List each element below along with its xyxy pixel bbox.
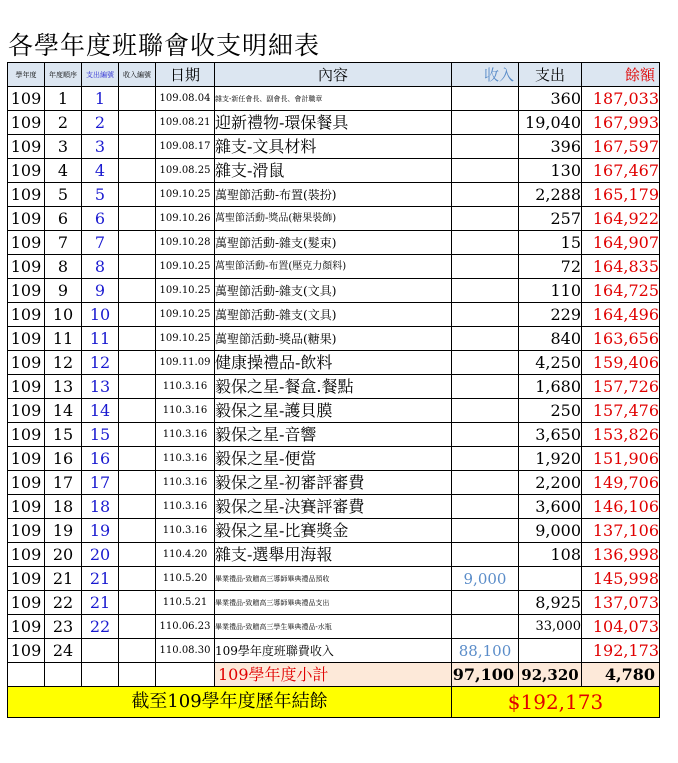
- cell-income-no: [119, 111, 156, 135]
- cell-expense: 396: [519, 135, 582, 159]
- subtotal-balance: 4,780: [582, 663, 660, 687]
- cell-expense: 72: [519, 255, 582, 279]
- cell-year: 109: [8, 471, 45, 495]
- subtotal-income: 97,100: [452, 663, 519, 687]
- table-row: [8, 327, 660, 351]
- cell-expense-no: 14: [82, 399, 119, 423]
- cell-date: 110.3.16: [156, 375, 215, 399]
- cell-income-no: [119, 159, 156, 183]
- cell-expense-no: 19: [82, 519, 119, 543]
- cell-year: 109: [8, 327, 45, 351]
- cell-expense-no: 16: [82, 447, 119, 471]
- table-row: [8, 375, 660, 399]
- cell-balance: 164,496: [582, 303, 660, 327]
- cell-date: 110.4.20: [156, 543, 215, 567]
- table-row: [8, 543, 660, 567]
- cell-content: 萬聖節活動-雜支(文具): [215, 303, 452, 327]
- cell-income-no: [119, 423, 156, 447]
- cell-date: 110.3.16: [156, 447, 215, 471]
- subtotal-blank: [119, 663, 156, 687]
- cell-expense: 33,000: [519, 615, 582, 639]
- table-row: [8, 423, 660, 447]
- cell-year: 109: [8, 207, 45, 231]
- cell-year: 109: [8, 423, 45, 447]
- cell-year: 109: [8, 183, 45, 207]
- cell-expense: 8,925: [519, 591, 582, 615]
- table-row: [8, 159, 660, 183]
- cell-expense-no: [82, 639, 119, 663]
- cell-income-no: [119, 135, 156, 159]
- cell-income: [452, 231, 519, 255]
- cell-year: 109: [8, 351, 45, 375]
- cell-year: 109: [8, 543, 45, 567]
- cell-income: [452, 111, 519, 135]
- cell-expense: [519, 639, 582, 663]
- final-balance-amount: $192,173: [452, 687, 660, 718]
- table-row: [8, 183, 660, 207]
- cell-income: [452, 471, 519, 495]
- cell-expense: 4,250: [519, 351, 582, 375]
- cell-content: 畢業禮品-致贈高三學生畢典禮品-水瓶: [215, 615, 452, 639]
- header-row: [8, 63, 660, 87]
- table-row: [8, 495, 660, 519]
- cell-year: 109: [8, 567, 45, 591]
- cell-expense-no: 9: [82, 279, 119, 303]
- cell-date: 110.5.21: [156, 591, 215, 615]
- subtotal-row: [8, 663, 660, 687]
- header-expense-no: 支出編號: [82, 63, 119, 87]
- cell-expense-no: 8: [82, 255, 119, 279]
- cell-income: [452, 303, 519, 327]
- table-row: [8, 279, 660, 303]
- table-row: [8, 399, 660, 423]
- cell-income-no: [119, 591, 156, 615]
- cell-expense: 9,000: [519, 519, 582, 543]
- final-balance-label: 截至109學年度歷年結餘: [8, 687, 452, 718]
- cell-year: 109: [8, 255, 45, 279]
- table-row: [8, 231, 660, 255]
- cell-content: 毅保之星-護貝膜: [215, 399, 452, 423]
- cell-date: 109.08.17: [156, 135, 215, 159]
- cell-income-no: [119, 495, 156, 519]
- cell-year: 109: [8, 303, 45, 327]
- cell-income-no: [119, 255, 156, 279]
- cell-expense-no: 15: [82, 423, 119, 447]
- cell-balance: 137,073: [582, 591, 660, 615]
- cell-content: 雜支-文具材料: [215, 135, 452, 159]
- cell-expense-no: 20: [82, 543, 119, 567]
- table-row: [8, 207, 660, 231]
- cell-year: 109: [8, 447, 45, 471]
- cell-expense-no: 13: [82, 375, 119, 399]
- table-row: [8, 591, 660, 615]
- cell-content: 萬聖節活動-獎品(糖果): [215, 327, 452, 351]
- cell-date: 109.10.28: [156, 231, 215, 255]
- header-income-no: 收入編號: [119, 63, 156, 87]
- cell-income-no: [119, 303, 156, 327]
- table-row: [8, 519, 660, 543]
- cell-balance: 187,033: [582, 87, 660, 111]
- cell-balance: 163,656: [582, 327, 660, 351]
- cell-content: 萬聖節活動-獎品(糖果裝飾): [215, 207, 452, 231]
- table-row: [8, 471, 660, 495]
- cell-expense: 19,040: [519, 111, 582, 135]
- cell-income-no: [119, 375, 156, 399]
- cell-seq: 7: [45, 231, 82, 255]
- cell-income: [452, 135, 519, 159]
- table-row: [8, 135, 660, 159]
- cell-content: 萬聖節活動-雜支(文具): [215, 279, 452, 303]
- final-balance-row: [8, 687, 660, 718]
- header-year: 學年度: [8, 63, 45, 87]
- table-row: [8, 567, 660, 591]
- cell-seq: 16: [45, 447, 82, 471]
- cell-balance: 157,476: [582, 399, 660, 423]
- cell-income-no: [119, 207, 156, 231]
- cell-income-no: [119, 615, 156, 639]
- cell-content: 雜支-選舉用海報: [215, 543, 452, 567]
- cell-balance: 153,826: [582, 423, 660, 447]
- header-date: 日期: [156, 63, 215, 87]
- table-row: [8, 639, 660, 663]
- cell-balance: 167,467: [582, 159, 660, 183]
- cell-balance: 167,597: [582, 135, 660, 159]
- cell-seq: 19: [45, 519, 82, 543]
- cell-content: 毅保之星-比賽獎金: [215, 519, 452, 543]
- cell-content: 毅保之星-音響: [215, 423, 452, 447]
- cell-expense-no: 11: [82, 327, 119, 351]
- cell-income-no: [119, 639, 156, 663]
- cell-expense: 15: [519, 231, 582, 255]
- cell-balance: 151,906: [582, 447, 660, 471]
- cell-content: 畢業禮品-致贈高三導師畢典禮品支出: [215, 591, 452, 615]
- cell-balance: 164,835: [582, 255, 660, 279]
- cell-date: 110.3.16: [156, 423, 215, 447]
- cell-content: 萬聖節活動-布置(裝扮): [215, 183, 452, 207]
- cell-expense-no: 5: [82, 183, 119, 207]
- cell-year: 109: [8, 495, 45, 519]
- cell-date: 109.10.25: [156, 255, 215, 279]
- cell-content: 109學年度班聯費收入: [215, 639, 452, 663]
- cell-expense: [519, 567, 582, 591]
- cell-balance: 145,998: [582, 567, 660, 591]
- cell-seq: 3: [45, 135, 82, 159]
- cell-expense: 110: [519, 279, 582, 303]
- cell-expense-no: 4: [82, 159, 119, 183]
- cell-content: 萬聖節活動-布置(壓克力顏料): [215, 255, 452, 279]
- cell-date: 110.06.23: [156, 615, 215, 639]
- cell-expense-no: 1: [82, 87, 119, 111]
- cell-income: [452, 255, 519, 279]
- cell-seq: 13: [45, 375, 82, 399]
- cell-balance: 104,073: [582, 615, 660, 639]
- header-content: 內容: [215, 63, 452, 87]
- cell-content: 萬聖節活動-雜支(髮束): [215, 231, 452, 255]
- cell-seq: 17: [45, 471, 82, 495]
- cell-date: 109.10.25: [156, 279, 215, 303]
- cell-year: 109: [8, 231, 45, 255]
- cell-expense-no: 7: [82, 231, 119, 255]
- cell-year: 109: [8, 111, 45, 135]
- cell-balance: 137,106: [582, 519, 660, 543]
- cell-content: 迎新禮物-環保餐具: [215, 111, 452, 135]
- table-row: [8, 303, 660, 327]
- cell-year: 109: [8, 591, 45, 615]
- cell-date: 109.10.26: [156, 207, 215, 231]
- cell-expense: 2,200: [519, 471, 582, 495]
- cell-expense: 250: [519, 399, 582, 423]
- cell-expense: 3,600: [519, 495, 582, 519]
- cell-income-no: [119, 231, 156, 255]
- cell-income: [452, 327, 519, 351]
- cell-income: [452, 375, 519, 399]
- page-title: 各學年度班聯會收支明細表: [8, 31, 321, 60]
- table-row: [8, 351, 660, 375]
- cell-income: [452, 87, 519, 111]
- cell-income: [452, 183, 519, 207]
- cell-balance: 164,922: [582, 207, 660, 231]
- ledger-table: [7, 62, 660, 718]
- cell-expense: 2,288: [519, 183, 582, 207]
- cell-expense-no: 6: [82, 207, 119, 231]
- table-row: [8, 447, 660, 471]
- cell-income: [452, 495, 519, 519]
- cell-balance: 165,179: [582, 183, 660, 207]
- table-row: [8, 615, 660, 639]
- cell-seq: 12: [45, 351, 82, 375]
- cell-content: 雜支-滑鼠: [215, 159, 452, 183]
- cell-date: 109.08.25: [156, 159, 215, 183]
- cell-expense-no: 12: [82, 351, 119, 375]
- cell-content: 毅保之星-餐盒.餐點: [215, 375, 452, 399]
- cell-date: 109.10.25: [156, 327, 215, 351]
- cell-income-no: [119, 399, 156, 423]
- cell-income: [452, 423, 519, 447]
- subtotal-blank: [82, 663, 119, 687]
- cell-balance: 157,726: [582, 375, 660, 399]
- cell-income: [452, 591, 519, 615]
- cell-seq: 24: [45, 639, 82, 663]
- cell-expense: 130: [519, 159, 582, 183]
- subtotal-expense: 92,320: [519, 663, 582, 687]
- cell-income: [452, 615, 519, 639]
- cell-date: 109.08.21: [156, 111, 215, 135]
- cell-expense-no: 21: [82, 567, 119, 591]
- cell-expense: 360: [519, 87, 582, 111]
- subtotal-blank: [8, 663, 45, 687]
- cell-seq: 21: [45, 567, 82, 591]
- cell-income-no: [119, 327, 156, 351]
- cell-date: 109.10.25: [156, 303, 215, 327]
- cell-income: [452, 519, 519, 543]
- cell-income: [452, 399, 519, 423]
- cell-seq: 5: [45, 183, 82, 207]
- cell-income: [452, 279, 519, 303]
- cell-year: 109: [8, 639, 45, 663]
- cell-expense: 229: [519, 303, 582, 327]
- cell-seq: 8: [45, 255, 82, 279]
- cell-year: 109: [8, 615, 45, 639]
- cell-income-no: [119, 183, 156, 207]
- cell-seq: 10: [45, 303, 82, 327]
- cell-date: 110.08.30: [156, 639, 215, 663]
- cell-income-no: [119, 519, 156, 543]
- cell-content: 毅保之星-初審評審費: [215, 471, 452, 495]
- cell-date: 110.3.16: [156, 471, 215, 495]
- cell-seq: 18: [45, 495, 82, 519]
- cell-date: 109.08.04: [156, 87, 215, 111]
- cell-seq: 6: [45, 207, 82, 231]
- cell-income: [452, 351, 519, 375]
- cell-content: 畢業禮品-致贈高三導師畢典禮品預收: [215, 567, 452, 591]
- header-balance: 餘額: [582, 63, 660, 87]
- cell-year: 109: [8, 519, 45, 543]
- cell-date: 110.3.16: [156, 519, 215, 543]
- cell-seq: 14: [45, 399, 82, 423]
- subtotal-blank: [156, 663, 215, 687]
- cell-balance: 167,993: [582, 111, 660, 135]
- cell-expense-no: 22: [82, 615, 119, 639]
- header-income: 收入: [452, 63, 519, 87]
- cell-income-no: [119, 567, 156, 591]
- cell-date: 109.11.09: [156, 351, 215, 375]
- cell-seq: 4: [45, 159, 82, 183]
- table-row: [8, 255, 660, 279]
- cell-income-no: [119, 447, 156, 471]
- cell-expense: 108: [519, 543, 582, 567]
- cell-seq: 1: [45, 87, 82, 111]
- subtotal-label: 109學年度小計: [215, 663, 452, 687]
- cell-balance: 164,907: [582, 231, 660, 255]
- cell-balance: 136,998: [582, 543, 660, 567]
- cell-content: 毅保之星-決賽評審費: [215, 495, 452, 519]
- ledger-body: [8, 87, 660, 663]
- cell-year: 109: [8, 279, 45, 303]
- cell-content: 毅保之星-便當: [215, 447, 452, 471]
- cell-balance: 159,406: [582, 351, 660, 375]
- cell-expense-no: 18: [82, 495, 119, 519]
- cell-seq: 15: [45, 423, 82, 447]
- cell-year: 109: [8, 375, 45, 399]
- cell-year: 109: [8, 159, 45, 183]
- cell-expense: 3,650: [519, 423, 582, 447]
- cell-income-no: [119, 351, 156, 375]
- cell-income: [452, 447, 519, 471]
- cell-balance: 192,173: [582, 639, 660, 663]
- cell-seq: 11: [45, 327, 82, 351]
- cell-seq: 2: [45, 111, 82, 135]
- cell-expense-no: 21: [82, 591, 119, 615]
- cell-income-no: [119, 279, 156, 303]
- cell-income: 9,000: [452, 567, 519, 591]
- cell-content: 健康操禮品-飲料: [215, 351, 452, 375]
- cell-date: 110.5.20: [156, 567, 215, 591]
- cell-seq: 9: [45, 279, 82, 303]
- cell-expense-no: 2: [82, 111, 119, 135]
- cell-date: 110.3.16: [156, 399, 215, 423]
- cell-income: 88,100: [452, 639, 519, 663]
- header-expense: 支出: [519, 63, 582, 87]
- cell-expense: 840: [519, 327, 582, 351]
- cell-expense: 1,680: [519, 375, 582, 399]
- cell-year: 109: [8, 399, 45, 423]
- cell-income-no: [119, 471, 156, 495]
- cell-year: 109: [8, 135, 45, 159]
- cell-expense-no: 3: [82, 135, 119, 159]
- cell-income: [452, 207, 519, 231]
- cell-expense: 1,920: [519, 447, 582, 471]
- header-seq: 年度順序: [45, 63, 82, 87]
- cell-seq: 20: [45, 543, 82, 567]
- cell-expense: 257: [519, 207, 582, 231]
- cell-expense-no: 17: [82, 471, 119, 495]
- cell-balance: 149,706: [582, 471, 660, 495]
- cell-income-no: [119, 87, 156, 111]
- cell-expense-no: 10: [82, 303, 119, 327]
- cell-balance: 146,106: [582, 495, 660, 519]
- cell-income: [452, 543, 519, 567]
- cell-date: 109.10.25: [156, 183, 215, 207]
- table-row: [8, 111, 660, 135]
- cell-seq: 23: [45, 615, 82, 639]
- cell-seq: 22: [45, 591, 82, 615]
- cell-content: 雜支-新任會長、副會長、會計職章: [215, 87, 452, 111]
- table-row: [8, 87, 660, 111]
- cell-date: 110.3.16: [156, 495, 215, 519]
- subtotal-blank: [45, 663, 82, 687]
- cell-balance: 164,725: [582, 279, 660, 303]
- cell-year: 109: [8, 87, 45, 111]
- cell-income: [452, 159, 519, 183]
- cell-income-no: [119, 543, 156, 567]
